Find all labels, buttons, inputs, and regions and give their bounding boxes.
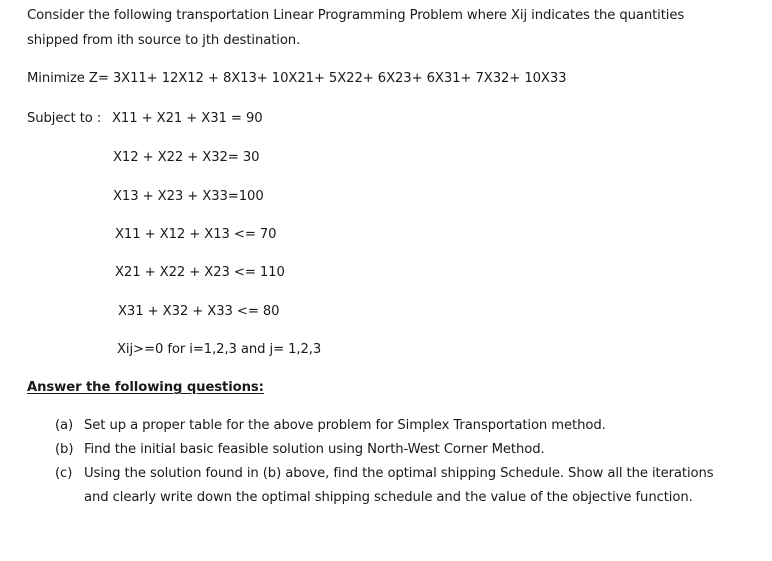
questions-heading: Answer the following questions:	[27, 380, 264, 395]
intro-line-2: shipped from ith source to jth destination.	[27, 33, 301, 48]
non-negativity-constraint: Xij>=0 for i=1,2,3 and j= 1,2,3	[117, 342, 322, 357]
constraint-1: X11 + X21 + X31 = 90	[112, 111, 263, 126]
constraint-2: X12 + X22 + X32= 30	[113, 150, 260, 165]
question-a-label: (a)	[55, 418, 74, 433]
objective-function: Minimize Z= 3X11+ 12X12 + 8X13+ 10X21+ 5X22+ 6X23+ 6X31+ 7X32+ 10X33	[27, 71, 567, 86]
constraint-3: X13 + X23 + X33=100	[113, 189, 264, 204]
question-b-label: (b)	[55, 442, 74, 457]
constraint-5: X21 + X22 + X23 <= 110	[115, 265, 285, 280]
constraint-4: X11 + X12 + X13 <= 70	[115, 227, 277, 242]
constraint-6: X31 + X32 + X33 <= 80	[118, 304, 280, 319]
subject-to-label: Subject to :	[27, 111, 102, 126]
intro-line-1: Consider the following transportation Linear Programming Problem where Xij indicates the quantities	[27, 8, 685, 23]
question-b-text: Find the initial basic feasible solution using North-West Corner Method.	[84, 442, 545, 457]
question-c-text: Using the solution found in (b) above, find the optimal shipping Schedule. Show all the iterations	[84, 466, 714, 481]
question-c-label: (c)	[55, 466, 73, 481]
question-a-text: Set up a proper table for the above problem for Simplex Transportation method.	[84, 418, 606, 433]
question-c-text-continued: and clearly write down the optimal shipping schedule and the value of the objective function.	[84, 490, 693, 505]
